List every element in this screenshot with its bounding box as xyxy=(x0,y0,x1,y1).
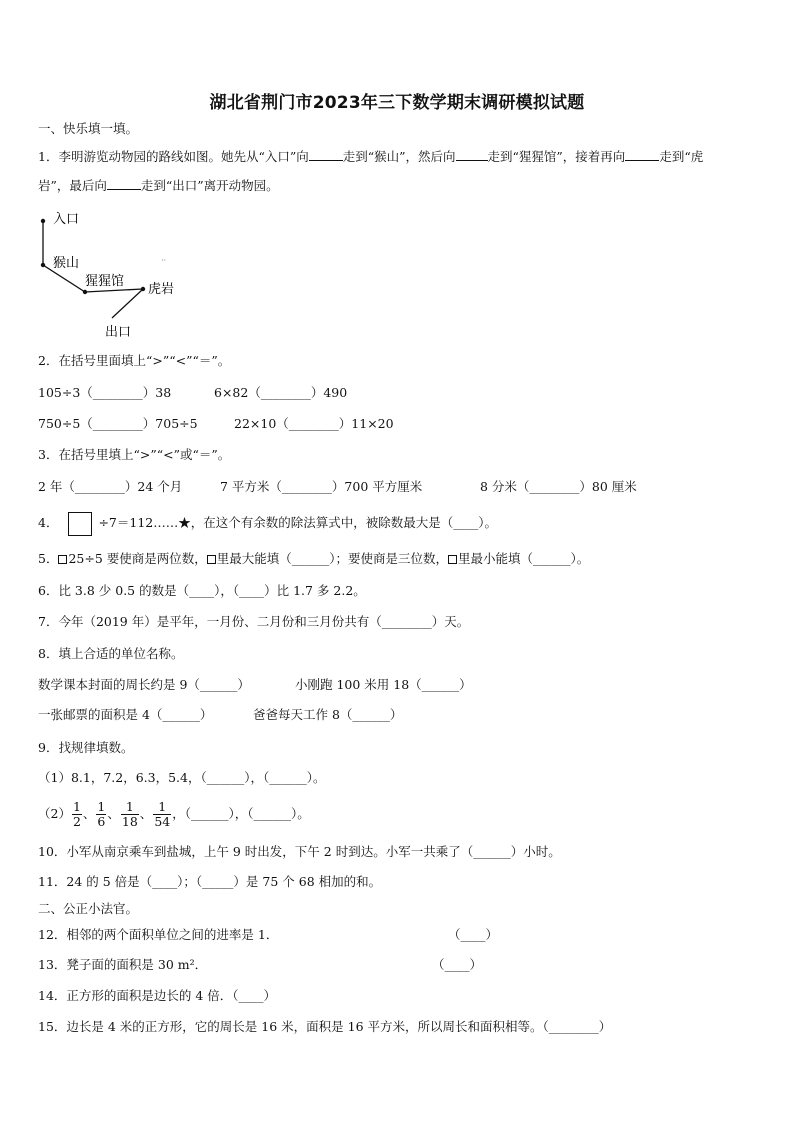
q9-part-2-suffix: ，（______），（______）。 xyxy=(172,806,310,821)
question-13: 13．凳子面的面积是 30 m²． xyxy=(38,957,208,972)
question-1-line-2 xyxy=(38,178,279,194)
q1-text-f: 走到“出口”离开动物园。 xyxy=(140,178,279,193)
section-2-heading: 二、公正小法官。 xyxy=(38,901,139,916)
question-1-line-1 xyxy=(38,149,703,165)
q4-text: ÷7＝112……★，在这个有余数的除法算式中，被除数最大是（____）。 xyxy=(98,515,497,530)
q8-item-d: 爸爸每天工作 8（______） xyxy=(253,707,403,722)
denominator: 54 xyxy=(154,814,171,829)
separator: 、 xyxy=(107,806,120,821)
digit-box[interactable] xyxy=(58,555,67,564)
numerator: 1 xyxy=(97,799,106,814)
q2-row-2a: 750÷5（________）705÷5 xyxy=(38,416,198,431)
denominator: 2 xyxy=(72,814,81,829)
q5-number: 5． xyxy=(38,551,59,566)
answer-blank[interactable] xyxy=(309,149,343,161)
answer-blank[interactable] xyxy=(456,149,488,161)
monkey-point xyxy=(41,263,45,267)
question-6: 6．比 3.8 少 0.5 的数是（____），（____）比 1.7 多 2.2。 xyxy=(38,583,366,598)
q3-item-c: 8 分米（________）80 厘米 xyxy=(480,479,637,494)
stray-marks: ·· xyxy=(161,256,167,265)
q2-row-1a: 105÷3（________）38 xyxy=(38,385,172,400)
q3-item-b: 7 平方米（________）700 平方厘米 xyxy=(220,479,423,494)
monkey-label: 猴山 xyxy=(53,256,80,271)
q1-text-a: 1．李明游览动物园的路线如图。她先从“入口”向 xyxy=(38,149,309,164)
numerator: 1 xyxy=(72,799,81,814)
tiger-point xyxy=(141,287,145,291)
fraction xyxy=(72,800,82,829)
q1-text-b: 走到“猴山”，然后向 xyxy=(342,149,456,164)
gorilla-label: 猩猩馆 xyxy=(85,274,125,289)
section-1-heading: 一、快乐填一填。 xyxy=(38,121,139,136)
q5-text-d: 里最小能填（______）。 xyxy=(458,551,590,566)
tiger-label: 虎岩 xyxy=(148,282,175,297)
q9-part-2-prefix: （2） xyxy=(38,806,71,821)
question-14: 14．正方形的面积是边长的 4 倍．（____） xyxy=(38,988,277,1003)
question-4 xyxy=(38,510,497,536)
page-title: 湖北省荆门市2023年三下数学期末调研模拟试题 xyxy=(209,93,585,113)
q12-answer-paren[interactable]: （____） xyxy=(448,927,499,942)
entrance-point xyxy=(41,219,45,223)
question-15: 15．边长是 4 米的正方形，它的周长是 16 米，面积是 16 平方米，所以周长和面积相等。（________） xyxy=(38,1019,612,1034)
q4-number: 4． xyxy=(38,515,59,530)
q1-text-d: 走到“虎 xyxy=(659,149,704,164)
q9-part-1: （1）8.1，7.2，6.3，5.4，（______），（______）。 xyxy=(38,770,326,785)
q1-text-c: 走到“猩猩馆”，接着再向 xyxy=(487,149,626,164)
numerator: 1 xyxy=(121,800,139,815)
question-8-label: 8．填上合适的单位名称。 xyxy=(38,646,184,661)
q3-item-a: 2 年（________）24 个月 xyxy=(38,479,183,494)
question-12: 12．相邻的两个面积单位之间的进率是 1． xyxy=(38,927,279,942)
question-7: 7．今年（2019 年）是平年，一月份、二月份和三月份共有（________）天。 xyxy=(38,614,470,629)
question-3-label: 3．在括号里填上“>”“<”或“＝”。 xyxy=(38,447,231,462)
fraction xyxy=(153,800,171,829)
denominator: 6 xyxy=(97,814,106,829)
q8-item-a: 数学课本封面的周长约是 9（______） xyxy=(38,677,250,692)
separator: 、 xyxy=(139,806,153,821)
route-map xyxy=(28,205,208,345)
numerator: 1 xyxy=(153,800,171,815)
answer-blank[interactable] xyxy=(625,149,659,161)
gorilla-point xyxy=(83,290,87,294)
question-2-label: 2．在括号里面填上“>”“<”“＝”。 xyxy=(38,353,231,368)
question-10: 10．小军从南京乘车到盐城，上午 9 时出发，下午 2 时到达。小军一共乘了（______）小时。 xyxy=(38,844,561,859)
q1-text-e: 岩”，最后向 xyxy=(38,178,107,193)
fraction xyxy=(121,800,139,829)
question-9-label: 9．找规律填数。 xyxy=(38,740,134,755)
q13-answer-paren[interactable]: （____） xyxy=(432,957,483,972)
q2-row-1b: 6×82（________）490 xyxy=(214,385,348,400)
digit-box[interactable] xyxy=(448,555,457,564)
question-11: 11．24 的 5 倍是（____）；（_____）是 75 个 68 相加的和。 xyxy=(38,874,382,889)
entrance-label: 入口 xyxy=(53,212,80,227)
route-path-exit xyxy=(112,289,143,318)
exit-label: 出口 xyxy=(105,325,132,340)
answer-blank[interactable] xyxy=(107,178,141,190)
denominator: 18 xyxy=(121,814,138,829)
q9-part-2 xyxy=(38,797,310,831)
fraction xyxy=(96,800,106,829)
dividend-box[interactable] xyxy=(68,512,92,536)
q5-text-b: 25÷5 要使商是两位数， xyxy=(68,551,207,566)
q8-item-b: 小刚跑 100 米用 18（______） xyxy=(295,677,472,692)
separator: 、 xyxy=(82,806,96,821)
q5-text-c: 里最大能填（______）；要使商是三位数， xyxy=(216,551,449,566)
q2-row-2b: 22×10（________）11×20 xyxy=(234,416,394,431)
q8-item-c: 一张邮票的面积是 4（______） xyxy=(38,707,213,722)
digit-box[interactable] xyxy=(207,555,216,564)
question-5 xyxy=(38,551,589,567)
